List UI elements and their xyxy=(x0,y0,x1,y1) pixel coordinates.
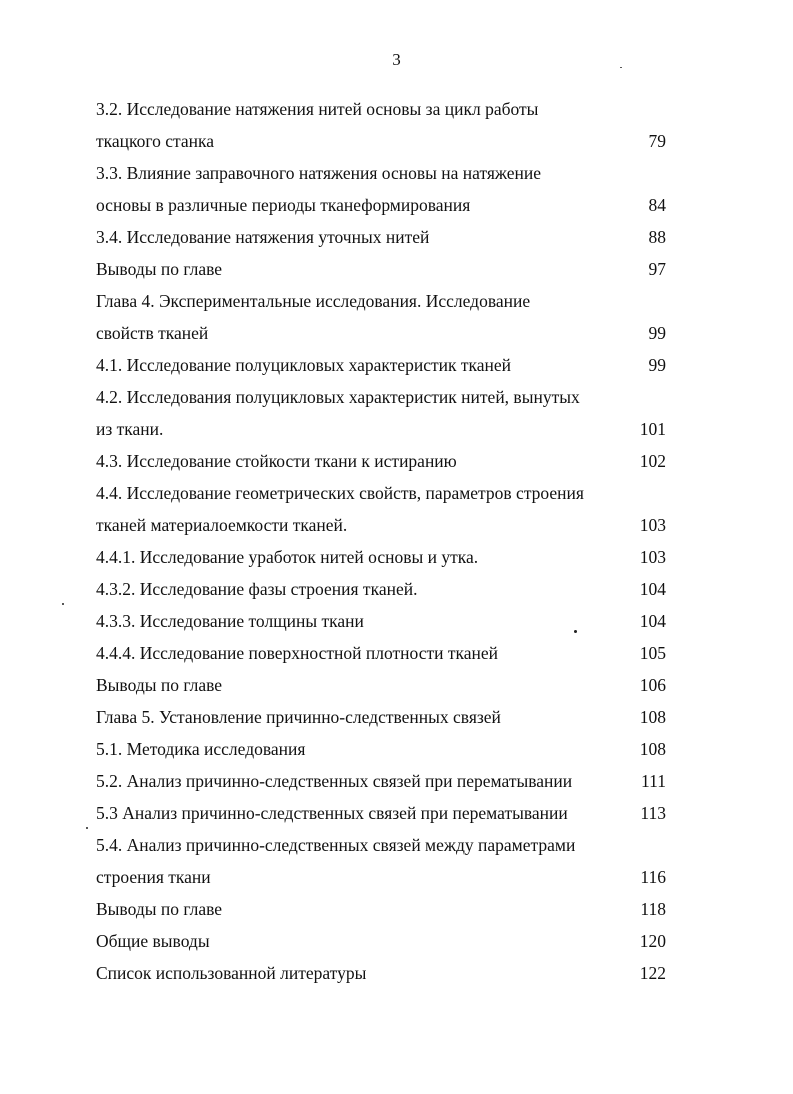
toc-entry-title: Общие выводы xyxy=(96,931,210,951)
toc-entry-title: 4.4.4. Исследование поверхностной плотности тканей xyxy=(96,643,499,663)
toc-page-number: 104 xyxy=(639,611,666,631)
toc-entry xyxy=(96,925,666,957)
toc-line xyxy=(96,957,666,989)
toc-entry-title: Выводы по главе xyxy=(96,899,223,919)
toc-entry-title: 4.4.1. Исследование уработок нитей основы и утка. xyxy=(96,547,479,567)
toc-entry xyxy=(96,765,666,797)
toc-page-number: 104 xyxy=(639,579,666,599)
toc-line xyxy=(96,605,666,637)
toc-line xyxy=(96,477,666,509)
scan-speck xyxy=(62,603,64,605)
toc-entry xyxy=(96,157,666,221)
toc-entry-title: 5.1. Методика исследования xyxy=(96,739,306,759)
toc-entry xyxy=(96,669,666,701)
toc-page-number: 116 xyxy=(640,867,666,887)
toc-page-number: 108 xyxy=(639,739,666,759)
toc-line xyxy=(96,861,666,893)
toc-entry xyxy=(96,93,666,157)
toc-line xyxy=(96,573,666,605)
toc-entry xyxy=(96,957,666,989)
toc-entry-title: 4.3.3. Исследование толщины ткани xyxy=(96,611,364,631)
toc-page-number: 84 xyxy=(648,195,666,215)
toc-entry xyxy=(96,733,666,765)
toc-page-number: 101 xyxy=(639,419,666,439)
toc-entry-title: тканей материалоемкости тканей. xyxy=(96,515,348,535)
toc-line xyxy=(96,381,666,413)
toc-entry-title: 3.2. Исследование натяжения нитей основы за цикл работы xyxy=(96,99,539,119)
toc-entry-title: Выводы по главе xyxy=(96,259,223,279)
toc-line xyxy=(96,157,666,189)
toc-page-number: 99 xyxy=(648,323,666,343)
toc-line xyxy=(96,317,666,349)
toc-line xyxy=(96,541,666,573)
scan-speck xyxy=(86,827,88,829)
toc-line xyxy=(96,829,666,861)
page-number: 3 xyxy=(392,50,401,69)
toc-line xyxy=(96,285,666,317)
toc-line xyxy=(96,349,666,381)
toc-entry-title: Список использованной литературы xyxy=(96,963,367,983)
toc-entry xyxy=(96,253,666,285)
toc-page-number: 108 xyxy=(639,707,666,727)
toc-line xyxy=(96,797,666,829)
toc-page-number: 118 xyxy=(640,899,666,919)
toc-entry xyxy=(96,573,666,605)
toc-line xyxy=(96,637,666,669)
toc-entry-title: свойств тканей xyxy=(96,323,209,343)
toc-page-number: 113 xyxy=(640,803,666,823)
toc-entry-title: 3.3. Влияние заправочного натяжения основы на натяжение xyxy=(96,163,542,183)
toc-entry xyxy=(96,541,666,573)
toc-entry xyxy=(96,637,666,669)
toc-entry xyxy=(96,797,666,829)
toc-page-number: 103 xyxy=(639,547,666,567)
toc-entry-title: Выводы по главе xyxy=(96,675,223,695)
table-of-contents xyxy=(96,93,666,989)
toc-line xyxy=(96,221,666,253)
toc-page-number: 99 xyxy=(648,355,666,375)
toc-page-number: 105 xyxy=(639,643,666,663)
toc-entry xyxy=(96,605,666,637)
toc-entry xyxy=(96,445,666,477)
toc-entry-title: 4.2. Исследования полуцикловых характеристик нитей, вынутых xyxy=(96,387,580,407)
toc-line xyxy=(96,925,666,957)
toc-page-number: 102 xyxy=(639,451,666,471)
toc-entry xyxy=(96,381,666,445)
toc-entry-title: 4.3. Исследование стойкости ткани к истиранию xyxy=(96,451,457,471)
toc-page-number: 120 xyxy=(639,931,666,951)
toc-line xyxy=(96,253,666,285)
toc-page-number: 122 xyxy=(639,963,666,983)
toc-line xyxy=(96,509,666,541)
toc-entry-title: из ткани. xyxy=(96,419,164,439)
scan-speck xyxy=(574,630,577,633)
toc-entry xyxy=(96,701,666,733)
toc-entry-title: 5.3 Анализ причинно-следственных связей при перематывании xyxy=(96,803,568,823)
toc-entry-title: основы в различные периоды тканеформирования xyxy=(96,195,471,215)
toc-entry xyxy=(96,221,666,253)
toc-entry xyxy=(96,893,666,925)
toc-entry-title: 5.2. Анализ причинно-следственных связей при перематывании xyxy=(96,771,573,791)
toc-entry-title: Глава 5. Установление причинно-следственных связей xyxy=(96,707,501,727)
toc-line xyxy=(96,125,666,157)
scan-speck xyxy=(620,67,622,68)
toc-entry xyxy=(96,829,666,893)
toc-page-number: 97 xyxy=(648,259,666,279)
toc-line xyxy=(96,893,666,925)
toc-entry xyxy=(96,477,666,541)
toc-line xyxy=(96,189,666,221)
toc-page-number: 88 xyxy=(648,227,666,247)
toc-line xyxy=(96,765,666,797)
toc-entry xyxy=(96,285,666,349)
toc-page-number: 103 xyxy=(639,515,666,535)
toc-entry-title: 3.4. Исследование натяжения уточных нитей xyxy=(96,227,430,247)
toc-entry-title: 5.4. Анализ причинно-следственных связей между параметрами xyxy=(96,835,576,855)
toc-entry-title: Глава 4. Экспериментальные исследования. Исследование xyxy=(96,291,531,311)
toc-line xyxy=(96,445,666,477)
toc-line xyxy=(96,669,666,701)
toc-page-number: 106 xyxy=(639,675,666,695)
toc-entry-title: строения ткани xyxy=(96,867,211,887)
toc-entry-title: 4.4. Исследование геометрических свойств, параметров строения xyxy=(96,483,584,503)
toc-entry-title: 4.1. Исследование полуцикловых характеристик тканей xyxy=(96,355,512,375)
toc-entry xyxy=(96,349,666,381)
toc-page-number: 111 xyxy=(641,771,666,791)
toc-line xyxy=(96,413,666,445)
toc-entry-title: ткацкого станка xyxy=(96,131,215,151)
toc-entry-title: 4.3.2. Исследование фазы строения тканей. xyxy=(96,579,418,599)
toc-line xyxy=(96,733,666,765)
toc-line xyxy=(96,701,666,733)
toc-page-number: 79 xyxy=(648,131,666,151)
toc-line xyxy=(96,93,666,125)
